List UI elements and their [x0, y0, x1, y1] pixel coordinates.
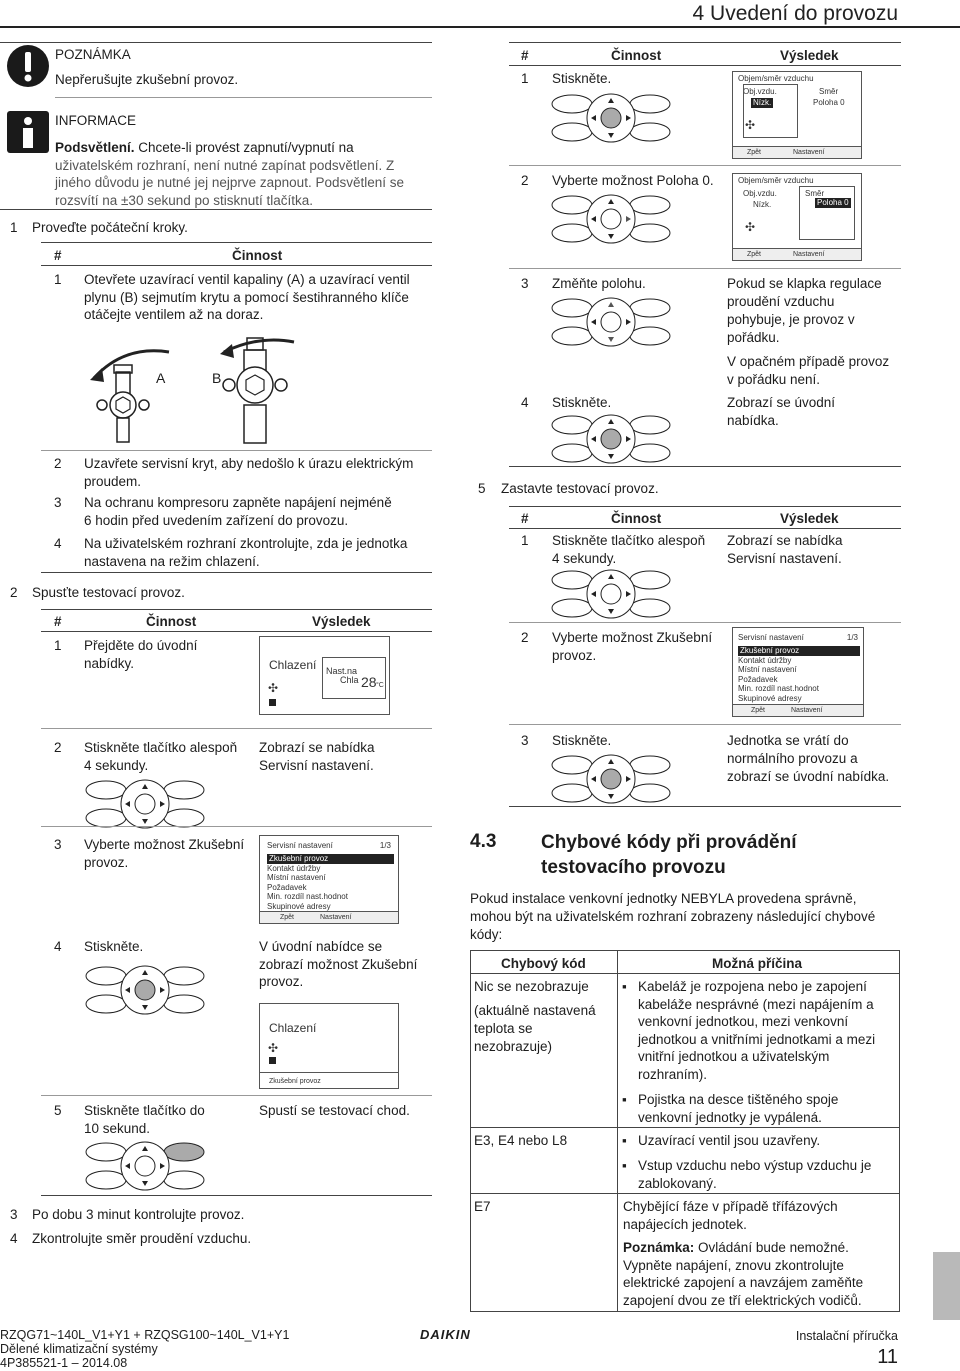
info-bold-lead: Podsvětlení.	[55, 140, 135, 155]
t4-r2-line: provoz.	[552, 648, 597, 663]
error-r3-cause	[623, 1198, 897, 1309]
lcd-service-page: 1/3	[379, 841, 391, 850]
lcd-back: Zpět	[280, 914, 295, 921]
swing-icon	[269, 699, 276, 706]
t2-r3-line: provoz.	[84, 854, 129, 870]
error-r1-cause-line: vnitřní jednotkou a uživatelským	[638, 1049, 830, 1064]
lcd-air-1	[732, 71, 862, 159]
lcd-home	[259, 636, 390, 715]
t2-r4-text: Stiskněte.	[84, 939, 144, 954]
t2-r2-num: 2	[54, 740, 62, 755]
error-bullet-marker: ▪	[622, 1158, 627, 1173]
error-r3-line: elektrické zapojení a navzájem zaměňte	[623, 1275, 864, 1290]
error-r2-code: E3, E4 nebo L8	[474, 1133, 568, 1148]
lcd-service-item: Místní nastavení	[267, 873, 326, 882]
t4-head-rule	[509, 528, 901, 529]
section-number: 4.3	[470, 831, 497, 852]
t1-top-rule	[41, 242, 432, 243]
t4-r1-line: Stiskněte tlačítko alespoň	[552, 533, 706, 548]
error-r3-note-bold: Poznámka:	[623, 1240, 695, 1255]
page-number: 11	[877, 1346, 898, 1368]
t3-top-rule	[509, 42, 901, 43]
lcd-setting: Nastavení	[793, 149, 825, 156]
t2-r5-result: Spustí se testovací chod.	[259, 1103, 410, 1118]
t3-row-rule	[509, 268, 901, 269]
t4-r1-res-line: Zobrazí se nabídka	[727, 533, 843, 548]
error-row-rule	[470, 1193, 900, 1194]
t2-r4-result	[259, 938, 417, 991]
error-bullet-marker: ▪	[622, 1133, 627, 1148]
t4-r3-text: Stiskněte.	[552, 733, 612, 748]
t2-r2-text	[84, 739, 237, 774]
error-r1-cause-line: Kabeláž je rozpojena nebo je zapojení	[638, 979, 867, 994]
t3-r1-text: Stiskněte.	[552, 71, 612, 86]
t3-r4-text: Stiskněte.	[552, 395, 612, 410]
notice-title: POZNÁMKA	[55, 47, 131, 62]
t4-h-result: Výsledek	[780, 511, 839, 526]
t2-bottom-rule	[41, 1195, 432, 1196]
t1-row-rule	[41, 450, 432, 451]
t4-h-num: #	[521, 511, 529, 526]
lcd-service-right	[732, 627, 864, 717]
info-bottom-rule	[0, 209, 432, 210]
t1-h-num: #	[54, 248, 62, 263]
lcd-air-pos: Poloha 0	[817, 198, 849, 207]
t4-row-rule	[509, 724, 901, 725]
t2-r2-res-line: Servisní nastavení.	[259, 757, 374, 773]
valve-label-b: B	[212, 370, 222, 386]
t3-bottom-rule	[509, 466, 901, 467]
lcd-service-page: 1/3	[846, 633, 858, 642]
lcd-air-low: Nízk.	[753, 200, 772, 209]
t4-h-action: Činnost	[611, 511, 662, 526]
lcd-air-dir: Směr	[805, 189, 825, 198]
info-line1: Chcete-li provést zapnutí/vypnutí na	[138, 140, 354, 155]
lcd-service-item: Skupinové adresy	[738, 693, 802, 703]
t1-r2-text	[84, 455, 413, 490]
error-r1-cause-line: jednotkou a vnitřními jednotkami a mezi	[638, 1031, 876, 1047]
error-r1-cause2	[638, 1091, 896, 1126]
t3-r3-res-line: Pokud se klapka regulace	[727, 276, 882, 291]
fan-icon: ✣	[745, 220, 756, 234]
button-pad	[84, 964, 206, 1016]
step4-text: Zkontrolujte směr proudění vzduchu.	[32, 1231, 252, 1246]
step3-text: Po dobu 3 minut kontrolujte provoz.	[32, 1207, 245, 1222]
t2-h-num: #	[54, 614, 62, 629]
lcd-air-vol: Obj.vzdu.	[743, 189, 777, 198]
t2-r1-line: nabídky.	[84, 655, 135, 671]
lcd-home-temp: 28	[361, 674, 377, 690]
step3-num: 3	[10, 1207, 18, 1222]
info-text	[55, 139, 423, 209]
button-pad	[550, 296, 672, 348]
t1-r2-line: Uzavřete servisní kryt, aby nedošlo k úrazu elektrickým	[84, 456, 414, 471]
lcd-test-mode: Chlazení	[269, 1021, 317, 1035]
error-r2-cause-line: zablokovaný.	[638, 1175, 717, 1191]
t1-r2-line: proudem.	[84, 473, 142, 489]
lcd-home-mode: Chlazení	[269, 658, 317, 672]
t2-r2-line: Stiskněte tlačítko alespoň	[84, 740, 238, 755]
lcd-setting: Nastavení	[791, 707, 823, 714]
t2-r5-line: 10 sekund.	[84, 1120, 151, 1136]
t2-r1-line: Přejděte do úvodní	[84, 638, 198, 653]
t2-head-rule	[41, 631, 432, 632]
t1-r4-num: 4	[54, 536, 62, 551]
t4-top-rule	[509, 506, 901, 507]
t3-h-result: Výsledek	[780, 48, 839, 63]
t2-r2-res-line: Zobrazí se nabídka	[259, 740, 375, 755]
error-r2-cause-line: Vstup vzduchu nebo výstup vzduchu je	[638, 1158, 872, 1173]
t4-r1-line: 4 sekundy.	[552, 551, 617, 566]
lcd-air-2	[732, 173, 862, 261]
footer-model: RZQG71~140L_V1+Y1 + RZQSG100~140L_V1+Y1	[0, 1328, 290, 1342]
warning-icon	[6, 44, 50, 88]
t3-h-num: #	[521, 48, 529, 63]
t3-r3-result	[727, 275, 889, 389]
error-h-code: Chybový kód	[501, 956, 586, 971]
error-r1-cause-line: kabeláže nesprávné (mezi napájením a	[638, 996, 874, 1012]
t2-r1-num: 1	[54, 638, 62, 653]
error-r3-line: napájecích jednotek.	[623, 1216, 747, 1232]
step1-text: Proveďte počáteční kroky.	[32, 220, 188, 235]
error-r3-line: Vypněte napájení, znovu zkontrolujte	[623, 1257, 844, 1273]
t4-r3-res-line: zobrazí se úvodní nabídka.	[727, 769, 890, 784]
lcd-service-item: Kontakt údržby	[738, 655, 792, 665]
lcd-air-vol: Obj.vzdu.	[743, 87, 777, 96]
button-pad	[84, 1140, 206, 1192]
t1-r1-num: 1	[54, 272, 62, 287]
t2-h-result: Výsledek	[312, 614, 371, 629]
lcd-back: Zpět	[751, 707, 766, 714]
lcd-service-item: Min. rozdíl nast.hodnot	[267, 892, 348, 901]
lcd-home-unit: °C	[376, 682, 384, 689]
valve-diagram	[84, 330, 304, 445]
t1-r2-num: 2	[54, 456, 62, 471]
lcd-air-title: Objem/směr vzduchu	[738, 176, 814, 185]
lcd-back: Zpět	[747, 149, 762, 156]
lcd-service-item: Místní nastavení	[738, 665, 797, 674]
t1-r1-line: plynu (B) sejmutím krytu a pomocí šestihranného klíče	[84, 289, 409, 305]
info-line3: jiného důvodu je nutné jej nejprve zapnout. Podsvětlení se	[55, 175, 404, 191]
t1-r3-line: 6 hodin před uvedením zařízení do provozu.	[84, 512, 349, 528]
info-icon	[6, 110, 50, 154]
button-pad	[550, 753, 672, 805]
t4-r3-result	[727, 732, 889, 786]
t3-r4-result	[727, 394, 835, 430]
t3-r4-res-line: nabídka.	[727, 413, 779, 428]
t1-r3-text	[84, 494, 392, 529]
footer-doc: Instalační příručka	[795, 1329, 898, 1343]
button-pad	[550, 568, 672, 620]
error-r1-cause-line: rozhraním).	[638, 1066, 708, 1082]
t1-r4-line: Na uživatelském rozhraní zkontrolujte, zda je jednotka	[84, 536, 408, 551]
error-r1-code-line: (aktuálně nastavená	[474, 1003, 596, 1018]
t1-r4-line: nastavena na režim chlazení.	[84, 553, 260, 569]
t2-r4-res-line: zobrazí možnost Zkušební	[259, 956, 418, 972]
error-head-rule	[470, 973, 900, 974]
t3-r3-res-line: V opačném případě provoz	[727, 354, 890, 369]
error-r2-cause2	[638, 1157, 896, 1192]
t1-h-action: Činnost	[232, 248, 283, 263]
footer-code: 4P385521-1 – 2014.08	[0, 1356, 128, 1370]
t3-r3-res-line: proudění vzduchu	[727, 294, 835, 309]
t4-row-rule	[509, 622, 901, 623]
t3-r2-num: 2	[521, 173, 529, 188]
t2-r5-line: Stiskněte tlačítko do	[84, 1103, 205, 1118]
error-r1-cause-line: venkovní jednotky je vypálená.	[638, 1109, 822, 1125]
step2-num: 2	[10, 585, 18, 600]
t1-r3-num: 3	[54, 495, 62, 510]
button-pad	[84, 778, 206, 830]
t1-r4-text	[84, 535, 407, 570]
error-bullet-marker: ▪	[622, 979, 627, 994]
t4-r3-num: 3	[521, 733, 529, 748]
step5-text: Zastavte testovací provoz.	[501, 481, 659, 496]
lcd-air-title: Objem/směr vzduchu	[738, 74, 814, 83]
t4-r1-text	[552, 532, 705, 568]
t1-head-rule	[41, 265, 432, 266]
footer-left	[0, 1328, 289, 1370]
lcd-service-item: Min. rozdíl nast.hodnot	[738, 684, 819, 693]
t2-r3-line: Vyberte možnost Zkušební	[84, 837, 245, 852]
lcd-service-item: Zkušební provoz	[267, 854, 394, 864]
section-intro-line: mohou být na uživatelském rozhraní zobrazeny následující chybové	[470, 909, 876, 924]
lcd-service-item: Skupinové adresy	[267, 901, 331, 911]
t1-r3-line: Na ochranu kompresoru zapněte napájení nejméně	[84, 495, 392, 510]
footer-series: Dělené klimatizační systémy	[0, 1342, 158, 1356]
error-row-rule	[470, 1127, 900, 1128]
t2-row-rule	[41, 1095, 432, 1096]
t3-h-action: Činnost	[611, 48, 662, 63]
side-tab	[933, 1252, 960, 1320]
t3-r1-num: 1	[521, 71, 529, 86]
fan-icon: ✣	[268, 1041, 279, 1055]
t3-head-rule	[509, 65, 901, 66]
t2-row-rule	[41, 728, 432, 729]
chapter-title: 4 Uvedení do provozu	[692, 2, 898, 25]
notice-text: Nepřerušujte zkušební provoz.	[55, 72, 239, 87]
t3-r3-res-line: pohybuje, je provoz v	[727, 312, 855, 327]
t2-r5-num: 5	[54, 1103, 62, 1118]
error-r2-cause1: Uzavírací ventil jsou uzavřeny.	[638, 1133, 821, 1148]
error-r1-cause-line: venkovní jednotkou, mezi venkovní	[638, 1014, 849, 1029]
error-r1-code-line: Nic se nezobrazuje	[474, 979, 589, 994]
t2-r2-result	[259, 739, 375, 774]
error-bullet-marker: ▪	[622, 1092, 627, 1107]
section-title-line: Chybové kódy při provádění	[541, 832, 797, 853]
lcd-service-item: Požadavek	[738, 674, 778, 684]
error-r1-code-line: teplota se	[474, 1021, 533, 1036]
section-title	[541, 830, 797, 880]
lcd-service-item: Kontakt údržby	[267, 863, 321, 873]
error-r1-code-line: nezobrazuje)	[474, 1039, 553, 1054]
t2-r4-res-line: V úvodní nabídce se	[259, 939, 383, 954]
t4-r1-num: 1	[521, 533, 529, 548]
lcd-test-footer: Zkušební provoz	[269, 1078, 321, 1085]
t3-r3-num: 3	[521, 276, 529, 291]
error-r3-line: Chybějící fáze v případě třífázových	[623, 1199, 838, 1214]
lcd-home-setpoint-label: Nast.na	[326, 666, 358, 676]
t2-r2-line: 4 sekundy.	[84, 757, 149, 773]
header-rule	[0, 26, 960, 28]
t2-top-rule	[41, 609, 432, 610]
t3-r2-text: Vyberte možnost Poloha 0.	[552, 173, 714, 188]
section-title-line: testovacího provozu	[541, 857, 726, 878]
error-r3-line: zapojení dvou ze tří elektrických vodičů.	[623, 1292, 862, 1308]
t3-r4-num: 4	[521, 395, 529, 410]
t2-r5-text	[84, 1102, 205, 1137]
section-intro-line: Pokud instalace venkovní jednotky NEBYLA provedena správně,	[470, 891, 857, 906]
t3-r3-res-line: pořádku.	[727, 330, 780, 345]
error-r1-code	[474, 978, 596, 1056]
lcd-back: Zpět	[747, 251, 762, 258]
step2-text: Spusťte testovací provoz.	[32, 585, 185, 600]
footer-brand: DAIKIN	[420, 1327, 471, 1342]
step1-num: 1	[10, 220, 18, 235]
error-r1-cause-line: Pojistka na desce tištěného spoje	[638, 1092, 839, 1107]
t2-r4-num: 4	[54, 939, 62, 954]
t3-row-rule	[509, 165, 901, 166]
t4-r1-result	[727, 532, 843, 568]
t1-r1-line: otáčejte ventilem až na doraz.	[84, 307, 264, 323]
error-r3-code: E7	[474, 1199, 491, 1214]
lcd-test	[259, 1003, 399, 1089]
t2-h-action: Činnost	[146, 614, 197, 629]
t4-r1-res-line: Servisní nastavení.	[727, 551, 842, 566]
t4-r2-line: Vyberte možnost Zkušební	[552, 630, 713, 645]
section-intro	[470, 890, 898, 944]
lcd-service-title: Servisní nastavení	[267, 841, 333, 850]
lcd-service-title: Servisní nastavení	[738, 633, 804, 642]
info-title: INFORMACE	[55, 113, 136, 128]
t2-row-rule	[41, 826, 432, 827]
error-h-cause: Možná příčina	[712, 956, 803, 971]
info-line2: uživatelském rozhraní, není nutné zapínat podsvětlení. Z	[55, 157, 395, 173]
error-r1-cause1	[638, 978, 896, 1083]
button-pad	[550, 92, 672, 144]
t3-r3-text: Změňte polohu.	[552, 276, 646, 291]
fan-icon: ✣	[268, 681, 279, 695]
notice-top-rule	[0, 42, 432, 43]
lcd-air-low: Nízk.	[753, 98, 772, 107]
t2-r3-num: 3	[54, 837, 62, 852]
t4-r2-num: 2	[521, 630, 529, 645]
info-line4: rozsvítí na ±30 sekund po stisknutí tlačítka.	[55, 192, 314, 208]
step5-num: 5	[478, 481, 486, 496]
t4-r3-res-line: Jednotka se vrátí do	[727, 733, 849, 748]
lcd-home-setpoint-mode: Chla	[340, 675, 359, 685]
valve-label-a: A	[156, 370, 166, 386]
lcd-air-pos: Poloha 0	[813, 98, 845, 107]
section-intro-line: kódy:	[470, 927, 503, 942]
fan-icon: ✣	[745, 118, 756, 132]
swing-icon	[269, 1057, 276, 1064]
error-col-divider	[617, 950, 618, 1312]
t1-r1-line: Otevřete uzavírací ventil kapaliny (A) a uzavírací ventil	[84, 272, 410, 287]
button-pad	[550, 413, 672, 465]
error-r3-note: Ovládání bude nemožné.	[694, 1240, 849, 1255]
button-pad	[550, 193, 672, 245]
lcd-setting: Nastavení	[320, 914, 352, 921]
t2-r4-res-line: provoz.	[259, 974, 304, 990]
lcd-air-dir: Směr	[819, 87, 839, 96]
t2-r3-text	[84, 836, 244, 871]
t4-r3-res-line: normálního provozu a	[727, 751, 858, 766]
lcd-service-item: Zkušební provoz	[738, 646, 860, 656]
info-divider	[55, 97, 432, 98]
t4-bottom-rule	[509, 806, 901, 807]
t1-bottom-rule	[41, 572, 432, 573]
lcd-service-left	[259, 835, 399, 924]
t2-r1-text	[84, 637, 197, 672]
lcd-setting: Nastavení	[793, 251, 825, 258]
t1-r1-text	[84, 271, 410, 324]
t3-r3-res-line: v pořádku není.	[727, 372, 821, 387]
t3-r4-res-line: Zobrazí se úvodní	[727, 395, 836, 410]
lcd-service-item: Požadavek	[267, 882, 307, 892]
t4-r2-text	[552, 629, 712, 665]
step4-num: 4	[10, 1231, 18, 1246]
